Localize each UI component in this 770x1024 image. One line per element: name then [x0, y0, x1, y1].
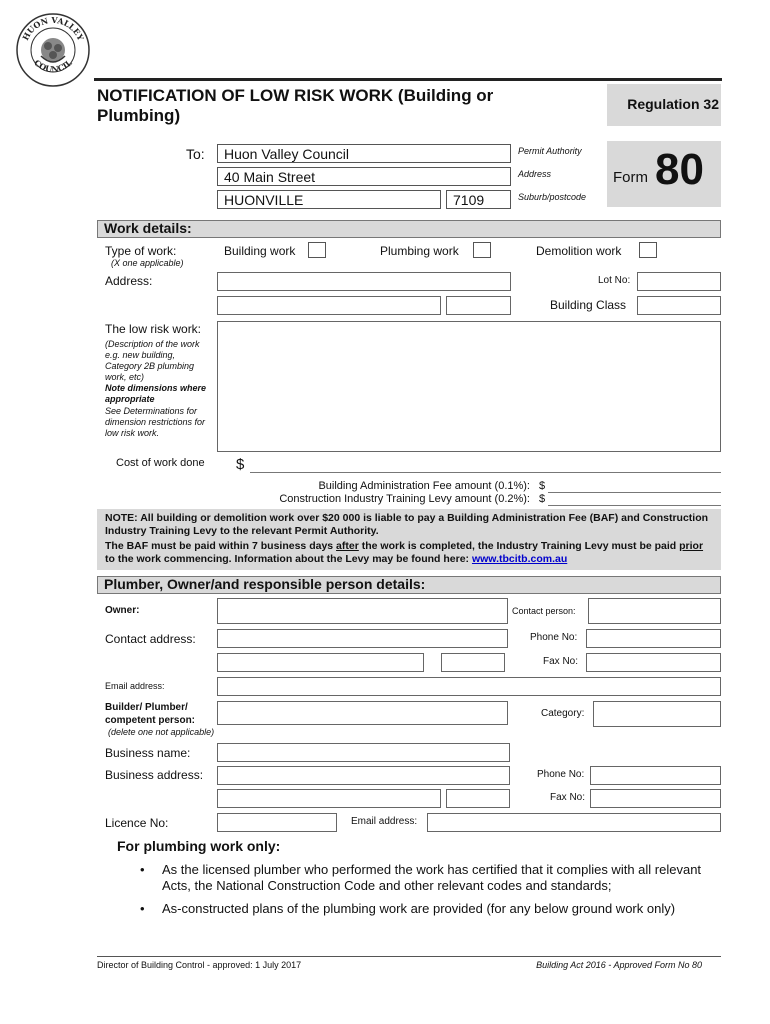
plumbing-bullet-1-text: As the licensed plumber who performed the work has certified that it complies with all relevant Acts, the National Construction Code and other relevant codes and standards; [162, 862, 702, 893]
work-address-label: Address: [105, 274, 153, 288]
form-title: NOTIFICATION OF LOW RISK WORK (Building or Plumbing) [97, 86, 494, 125]
cost-of-work-label: Cost of work done [116, 457, 205, 469]
plumbing-bullet-1 [140, 862, 715, 894]
building-class-field[interactable] [637, 296, 721, 315]
authority-field[interactable] [217, 144, 511, 163]
regulation-box [607, 84, 721, 126]
lot-no-label: Lot No: [598, 275, 631, 286]
plumbing-work-label: Plumbing work [380, 244, 459, 258]
suburb-caption: Suburb/postcode [518, 192, 587, 202]
levy-info-link[interactable]: www.tbcitb.com.au [471, 553, 568, 565]
persons-heading [97, 576, 721, 594]
council-logo [15, 12, 91, 88]
to-label: To: [186, 146, 205, 162]
licence-no-field[interactable] [217, 813, 337, 832]
postcode-value: 7109 [453, 192, 485, 208]
logo-bottom-text: COUNCIL [32, 57, 74, 75]
business-address-field-2[interactable] [217, 789, 441, 808]
suburb-field[interactable] [217, 190, 441, 209]
business-postcode-field[interactable] [446, 789, 510, 808]
bullet-dot-1: • [140, 862, 145, 877]
footer-rule [97, 956, 721, 957]
type-of-work-hint: (X one applicable) [111, 258, 184, 268]
business-email-field[interactable] [427, 813, 721, 832]
footer-left: Director of Building Control - approved: 1 July 2017 [97, 960, 302, 970]
licence-no-label: Licence No: [105, 816, 169, 830]
business-fax-field[interactable] [590, 789, 721, 808]
postcode-field[interactable] [446, 190, 511, 209]
owner-email-field[interactable] [217, 677, 721, 696]
contact-person-label: Contact person: [512, 606, 576, 616]
bullet-dot-2: • [140, 901, 145, 916]
category-field[interactable] [593, 701, 721, 727]
contact-person-field[interactable] [588, 598, 721, 624]
levy-amount-field[interactable] [548, 505, 721, 506]
low-risk-hint-determinations: See Determinations for dimension restrictions for low risk work. [105, 406, 206, 438]
builder-field[interactable] [217, 701, 508, 725]
authority-value: Huon Valley Council [224, 146, 350, 162]
work-address-field-1[interactable] [217, 272, 511, 291]
building-class-label: Building Class [550, 298, 627, 312]
business-address-label: Business address: [105, 768, 204, 782]
low-risk-work-description-field[interactable] [217, 321, 721, 452]
suburb-value: HUONVILLE [224, 192, 304, 208]
work-details-heading [97, 220, 721, 238]
baf-label: Building Administration Fee amount (0.1%): [318, 480, 530, 492]
work-details-heading-text: Work details: [104, 220, 192, 236]
logo-top-text: HUON VALLEY [20, 14, 86, 42]
building-work-label: Building work [224, 244, 296, 258]
business-phone-label: Phone No: [537, 769, 585, 780]
header-rule [94, 78, 722, 81]
work-address-field-2[interactable] [217, 296, 441, 315]
type-of-work-label: Type of work: [105, 244, 177, 258]
work-postcode-field[interactable] [446, 296, 511, 315]
contact-postcode-field[interactable] [441, 653, 505, 672]
levy-dollar-sign: $ [539, 493, 546, 505]
business-address-field-1[interactable] [217, 766, 510, 785]
owner-phone-field[interactable] [586, 629, 721, 648]
demolition-work-label: Demolition work [536, 244, 622, 258]
demolition-work-checkbox[interactable] [639, 242, 657, 258]
business-phone-field[interactable] [590, 766, 721, 785]
plumbing-bullet-2-text: As-constructed plans of the plumbing work are provided (for any below ground work only) [162, 901, 676, 916]
builder-label: Builder/ Plumber/ competent person: [105, 702, 196, 726]
low-risk-hint-dimensions: Note dimensions where appropriate [105, 383, 207, 404]
baf-note-text-2: The BAF must be paid within 7 business days after the work is completed, the Industry Training Levy must be paid prior to the work commencing. Information about the Levy may be found here: www.tbcitb.com.au [105, 540, 704, 565]
footer-right: Building Act 2016 - Approved Form No 80 [536, 960, 702, 970]
low-risk-hint-description: (Description of the work e.g. new building, Category 2B plumbing work, etc) [105, 339, 200, 382]
baf-note-text-1: NOTE: All building or demolition work over $20 000 is liable to pay a Building Administration Fee (BAF) and Construction Industry Training Levy to the relevant Permit Authority. [105, 512, 709, 537]
regulation-label: Regulation 32 [627, 96, 719, 112]
owner-field[interactable] [217, 598, 508, 624]
building-work-checkbox[interactable] [308, 242, 326, 258]
authority-caption: Permit Authority [518, 146, 582, 156]
owner-phone-label: Phone No: [530, 632, 578, 643]
baf-dollar-sign: $ [539, 480, 546, 492]
owner-label: Owner: [105, 605, 140, 616]
business-fax-label: Fax No: [550, 792, 586, 803]
address-value: 40 Main Street [224, 169, 316, 185]
low-risk-work-label: The low risk work: [105, 322, 202, 336]
baf-amount-field[interactable] [548, 492, 721, 493]
lot-no-field[interactable] [637, 272, 721, 291]
cost-of-work-field[interactable] [250, 472, 721, 473]
cost-dollar-sign: $ [236, 456, 245, 473]
address-caption: Address [518, 169, 552, 179]
contact-address-label: Contact address: [105, 632, 196, 646]
persons-heading-text: Plumber, Owner/and responsible person details: [104, 576, 426, 592]
owner-email-label: Email address: [105, 681, 165, 691]
owner-fax-field[interactable] [586, 653, 721, 672]
business-name-label: Business name: [105, 746, 191, 760]
levy-label: Construction Industry Training Levy amount (0.2%): [279, 493, 530, 505]
business-name-field[interactable] [217, 743, 510, 762]
plumbing-work-checkbox[interactable] [473, 242, 491, 258]
form-number: 80 [655, 145, 704, 194]
contact-address-field-1[interactable] [217, 629, 508, 648]
plumbing-heading: For plumbing work only: [117, 838, 281, 854]
plumbing-bullet-2 [140, 901, 715, 917]
business-email-label: Email address: [351, 816, 418, 827]
form-label: Form [613, 169, 648, 186]
baf-note-box [97, 509, 721, 570]
contact-address-field-2[interactable] [217, 653, 424, 672]
address-field[interactable] [217, 167, 511, 186]
builder-hint: (delete one not applicable) [108, 727, 215, 737]
form-number-box [607, 141, 721, 207]
owner-fax-label: Fax No: [543, 656, 579, 667]
category-label: Category: [541, 708, 585, 719]
